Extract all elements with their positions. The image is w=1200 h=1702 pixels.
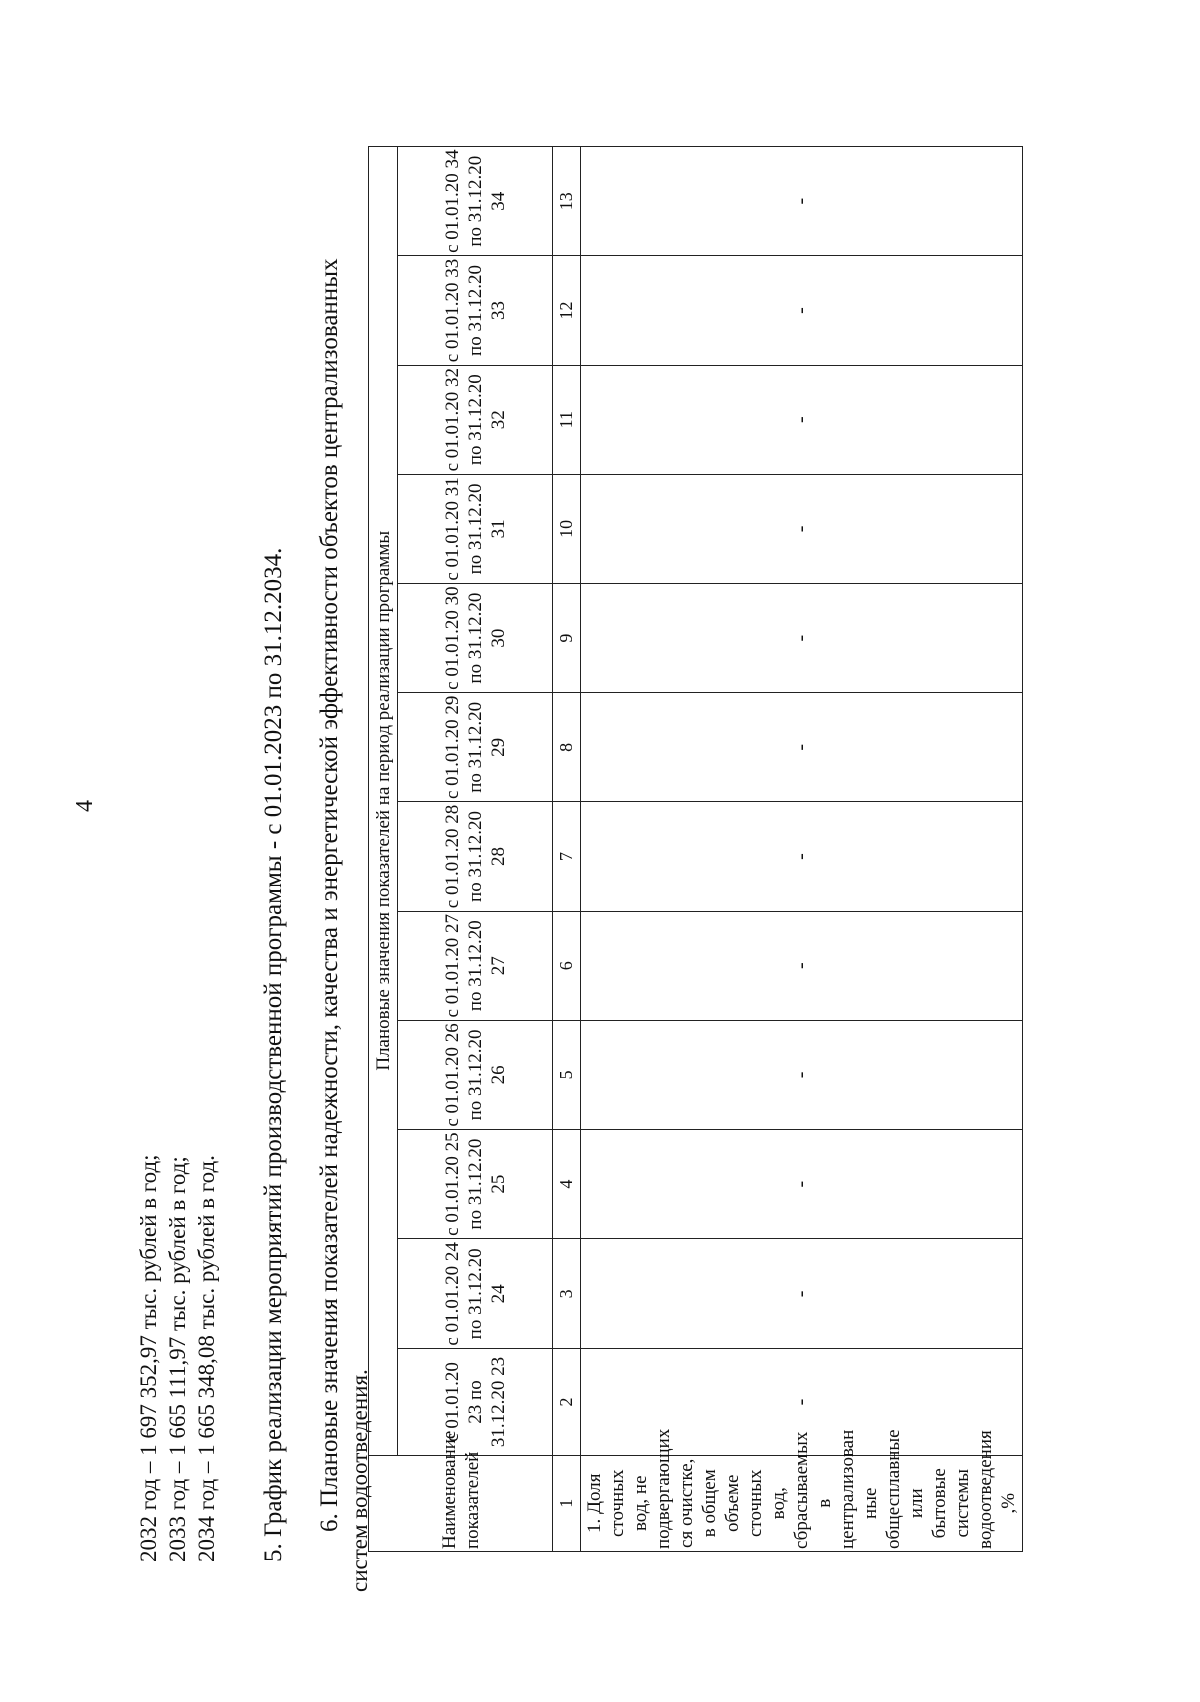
column-number: 4 — [553, 1130, 581, 1239]
indicator-value: - — [581, 256, 1023, 365]
period-header: с 01.01.20 26 по 31.12.20 26 — [398, 1020, 553, 1129]
indicator-value: - — [581, 802, 1023, 911]
cost-line-2033: 2033 год – 1 665 111,97 тыс. рублей в год; — [165, 1156, 190, 1562]
cost-lines — [134, 1154, 221, 1562]
column-number: 10 — [553, 474, 581, 583]
period-header: с 01.01.20 32 по 31.12.20 32 — [398, 365, 553, 474]
column-number: 9 — [553, 584, 581, 693]
period-header: с 01.01.20 27 по 31.12.20 27 — [398, 911, 553, 1020]
indicator-value: - — [581, 584, 1023, 693]
name-header: Наименование показателей — [369, 1455, 553, 1551]
period-header: с 01.01.20 28 по 31.12.20 28 — [398, 802, 553, 911]
indicator-value: - — [581, 365, 1023, 474]
column-number: 6 — [553, 911, 581, 1020]
section-6-line-2: систем водоотведения. — [347, 1369, 372, 1592]
indicator-value: - — [581, 474, 1023, 583]
column-number: 1 — [553, 1455, 581, 1551]
indicator-name: 1. Доля сточных вод, не подвергающих ся очистке, в общем объеме сточных вод, сбрасываемых в централизован ные общесплавные или бытовые системы водоотведения ,% — [581, 1455, 1023, 1551]
column-number-row — [553, 147, 581, 1552]
section-5-heading: 5. График реализации мероприятий производственной программы - с 01.01.2023 по 31.12.2034. — [260, 547, 287, 1562]
indicator-value: - — [581, 1020, 1023, 1129]
cost-line-2032: 2032 год – 1 697 352,97 тыс. рублей в год; — [136, 1154, 161, 1562]
indicator-value: - — [581, 1349, 1023, 1455]
table-row — [581, 147, 1023, 1552]
indicator-value: - — [581, 1239, 1023, 1349]
section-6-heading — [315, 162, 375, 1592]
page-number: 4 — [72, 800, 98, 812]
period-header: с 01.01.20 24 по 31.12.20 24 — [398, 1239, 553, 1349]
plan-header: Плановые значения показателей на период реализации программы — [369, 147, 398, 1456]
period-header: с 01.01.20 33 по 31.12.20 33 — [398, 256, 553, 365]
period-header: с 01.01.20 25 по 31.12.20 25 — [398, 1130, 553, 1239]
indicator-value: - — [581, 1130, 1023, 1239]
section-6-line-1: 6. Плановые значения показателей надежности, качества и энергетической эффективности объектов централизованных — [316, 258, 343, 1532]
column-number: 3 — [553, 1239, 581, 1349]
period-header: с 01.01.20 23 по 31.12.20 23 — [398, 1349, 553, 1455]
column-number: 5 — [553, 1020, 581, 1129]
header-row-plan — [369, 147, 398, 1552]
period-header: с 01.01.20 34 по 31.12.20 34 — [398, 147, 553, 256]
indicator-value: - — [581, 911, 1023, 1020]
column-number: 12 — [553, 256, 581, 365]
column-number: 13 — [553, 147, 581, 256]
period-header: с 01.01.20 31 по 31.12.20 31 — [398, 474, 553, 583]
indicators-table — [368, 146, 1023, 1552]
indicator-value: - — [581, 147, 1023, 256]
cost-line-2034: 2034 год – 1 665 348,08 тыс. рублей в год. — [194, 1155, 219, 1562]
column-number: 7 — [553, 802, 581, 911]
period-header: с 01.01.20 30 по 31.12.20 30 — [398, 584, 553, 693]
column-number: 8 — [553, 693, 581, 802]
column-number: 2 — [553, 1349, 581, 1455]
period-header: с 01.01.20 29 по 31.12.20 29 — [398, 693, 553, 802]
header-row-periods — [398, 147, 553, 1552]
indicator-value: - — [581, 693, 1023, 802]
column-number: 11 — [553, 365, 581, 474]
